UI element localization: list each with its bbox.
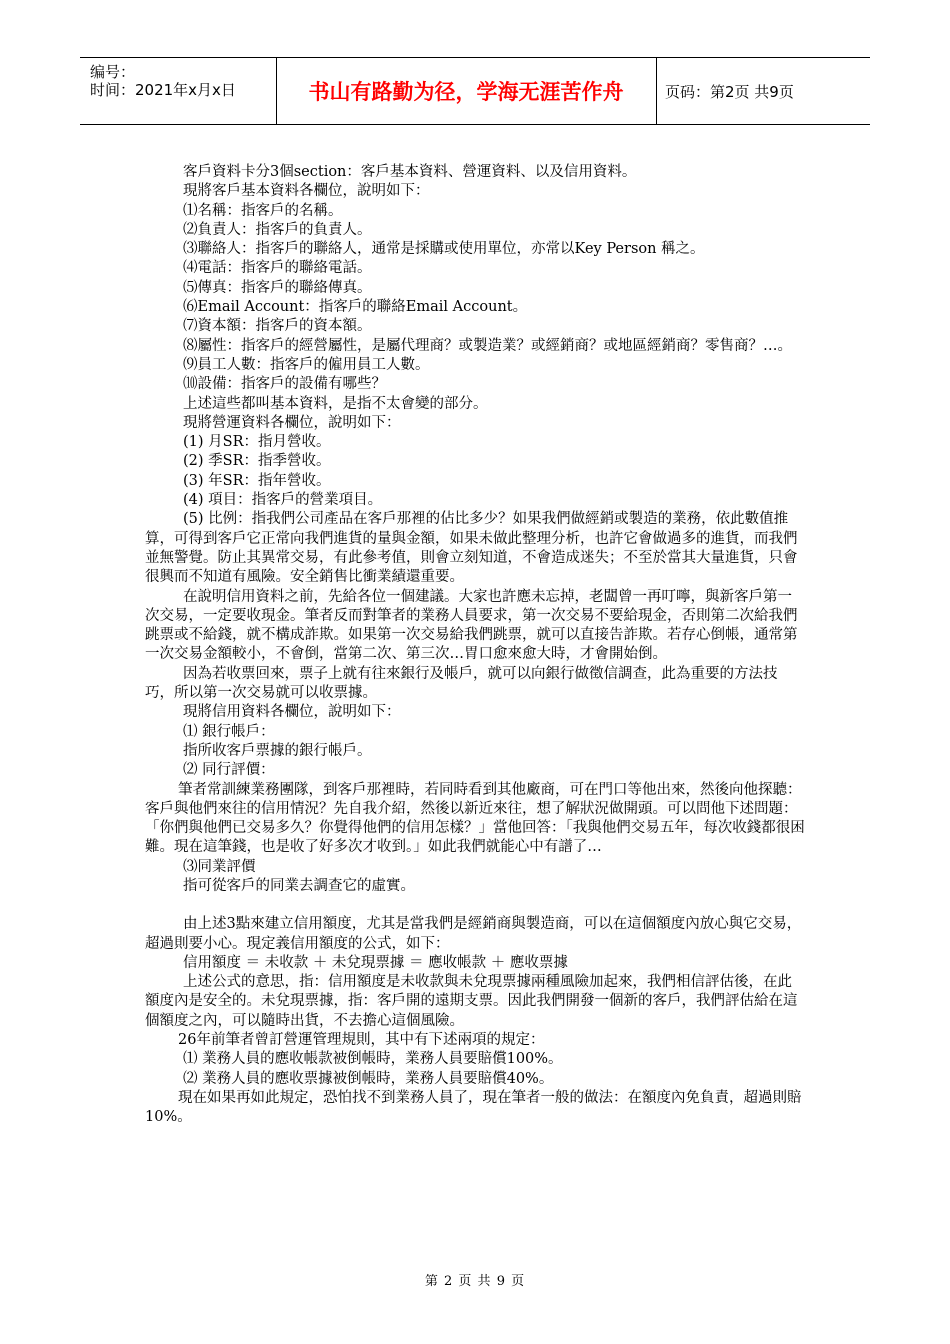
paragraph: 現在如果再如此規定，恐怕找不到業務人員了，現在筆者一般的做法：在額度內免負責，超過則賠10%。 bbox=[145, 1089, 802, 1126]
list-item: (2) 季SR：指季營收。 bbox=[183, 453, 331, 470]
list-item: ⑻屬性：指客戶的經營屬性，是屬代理商？或製造業？或經銷商？或地區經銷商？零售商？…。 bbox=[183, 337, 792, 354]
list-item: ⑴ 業務人員的應收帳款被倒帳時，業務人員要賠償100%。 bbox=[183, 1051, 563, 1068]
list-item: ⑷電話：指客戶的聯絡電話。 bbox=[183, 260, 372, 277]
page-header bbox=[80, 57, 870, 125]
list-item: (1) 月SR：指月營收。 bbox=[183, 434, 331, 451]
list-item: ⑶同業評價 bbox=[183, 858, 256, 875]
paragraph: 現將信用資料各欄位，說明如下： bbox=[183, 704, 401, 721]
list-item: (3) 年SR：指年營收。 bbox=[183, 472, 331, 489]
list-item: ⑵ 同行評價： bbox=[183, 762, 275, 779]
list-item: ⑺資本額：指客戶的資本額。 bbox=[183, 318, 372, 335]
paragraph: 26年前筆者曾訂營運管理規則，其中有下述兩項的規定： bbox=[178, 1032, 545, 1049]
paragraph: 客戶資料卡分3個section：客戶基本資料、營運資料、以及信用資料。 bbox=[183, 164, 637, 180]
paragraph: 指所收客戶票據的銀行帳戶。 bbox=[183, 742, 372, 759]
document-time-label: 时间：2021年x月x日 bbox=[90, 81, 236, 99]
paragraph-gap bbox=[145, 896, 805, 915]
header-motto: 书山有路勤为径，学海无涯苦作舟 bbox=[276, 58, 657, 124]
paragraph: 上述這些都叫基本資料，是指不太會變的部分。 bbox=[183, 395, 488, 412]
list-item: ⑸傳真：指客戶的聯絡傳真。 bbox=[183, 279, 372, 296]
list-item: ⑵ 業務人員的應收票據被倒帳時，業務人員要賠償40%。 bbox=[183, 1070, 554, 1087]
header-page-code: 页码：第2页 共9页 bbox=[665, 82, 794, 101]
list-item: ⑴ 銀行帳戶： bbox=[183, 723, 275, 740]
list-item: ⑶聯絡人：指客戶的聯絡人，通常是採購或使用單位，亦常以Key Person 稱之。 bbox=[183, 241, 705, 258]
list-item: ⑵負責人：指客戶的負責人。 bbox=[183, 221, 372, 238]
paragraph: 由上述3點來建立信用額度，尤其是當我們是經銷商與製造商，可以在這個額度內放心與它交易，超過則要小心。現定義信用額度的公式，如下： bbox=[145, 916, 802, 952]
paragraph: 指可從客戶的同業去調查它的虛實。 bbox=[183, 877, 415, 894]
paragraph: 在說明信用資料之前，先給各位一個建議。大家也許應未忘掉，老闆曾一再叮嚀，與新客戶第一次交易，一定要收現金。筆者反而對筆者的業務人員要求，第一次交易不要給現金，否則第二次給我們跳票或不給錢，就不構成詐欺。如果第一次交易給我們跳票，就可以直接告詐欺。若存心倒帳，通常第一次交易金額較小，不會倒，當第二次、第三次…胃口愈來愈大時，才會開始倒。 bbox=[145, 588, 798, 663]
list-item: ⑴名稱：指客戶的名稱。 bbox=[183, 202, 343, 219]
document-number-label: 编号： bbox=[90, 63, 136, 81]
paragraph: 因為若收票回來，票子上就有往來銀行及帳戶，就可以向銀行做徵信調查，此為重要的方法技巧，所以第一次交易就可以收票據。 bbox=[145, 665, 778, 702]
paragraph: 現將客戶基本資料各欄位，說明如下： bbox=[183, 183, 430, 200]
list-item: (5) 比例：指我們公司產品在客戶那裡的佔比多少？如果我們做經銷或製造的業務，依此數值推算，可得到客戶它正常向我們進貨的量與金額，如果未做此整理分析，也許它會做過多的進貨，而我們並無警覺。防止其異常交易，有此參考值，則會立刻知道，不會造成迷失；不至於當其大量進貨，只會很興而不知道有風險。安全銷售比衝業績還重要。 bbox=[145, 511, 798, 586]
document-body bbox=[145, 163, 805, 1128]
list-item: ⑼員工人數：指客戶的僱用員工人數。 bbox=[183, 356, 430, 373]
paragraph: 現將營運資料各欄位，說明如下： bbox=[183, 414, 401, 431]
formula: 信用額度 ＝ 未收款 ＋ 未兌現票據 ＝ 應收帳款 ＋ 應收票據 bbox=[183, 954, 568, 971]
list-item: ⑽設備：指客戶的設備有哪些？ bbox=[183, 376, 386, 393]
list-item: (4) 項目：指客戶的營業項目。 bbox=[183, 492, 383, 509]
page-footer: 第 2 页 共 9 页 bbox=[424, 1274, 526, 1289]
paragraph: 上述公式的意思，指：信用額度是未收款與未兌現票據兩種風險加起來，我們相信評估後，在此額度內是安全的。未兌現票據，指：客戶開的遠期支票。因此我們開發一個新的客戶，我們評估給在這個額度之內，可以隨時出貨，不去擔心這個風險。 bbox=[145, 974, 798, 1029]
paragraph: 筆者常訓練業務團隊，到客戶那裡時，若同時看到其他廠商，可在門口等他出來，然後向他探聽：客戶與他們來往的信用情況？先自我介紹，然後以新近來往，想了解狀況做開頭。可以問他下述問題：「你們與他們已交易多久？你覺得他們的信用怎樣？」當他回答：「我與他們交易五年，每次收錢都很困難。現在這筆錢，也是收了好多次才收到。」如此我們就能心中有譜了… bbox=[145, 781, 805, 856]
list-item: ⑹Email Account：指客戶的聯絡Email Account。 bbox=[183, 299, 528, 316]
header-meta bbox=[80, 58, 277, 124]
